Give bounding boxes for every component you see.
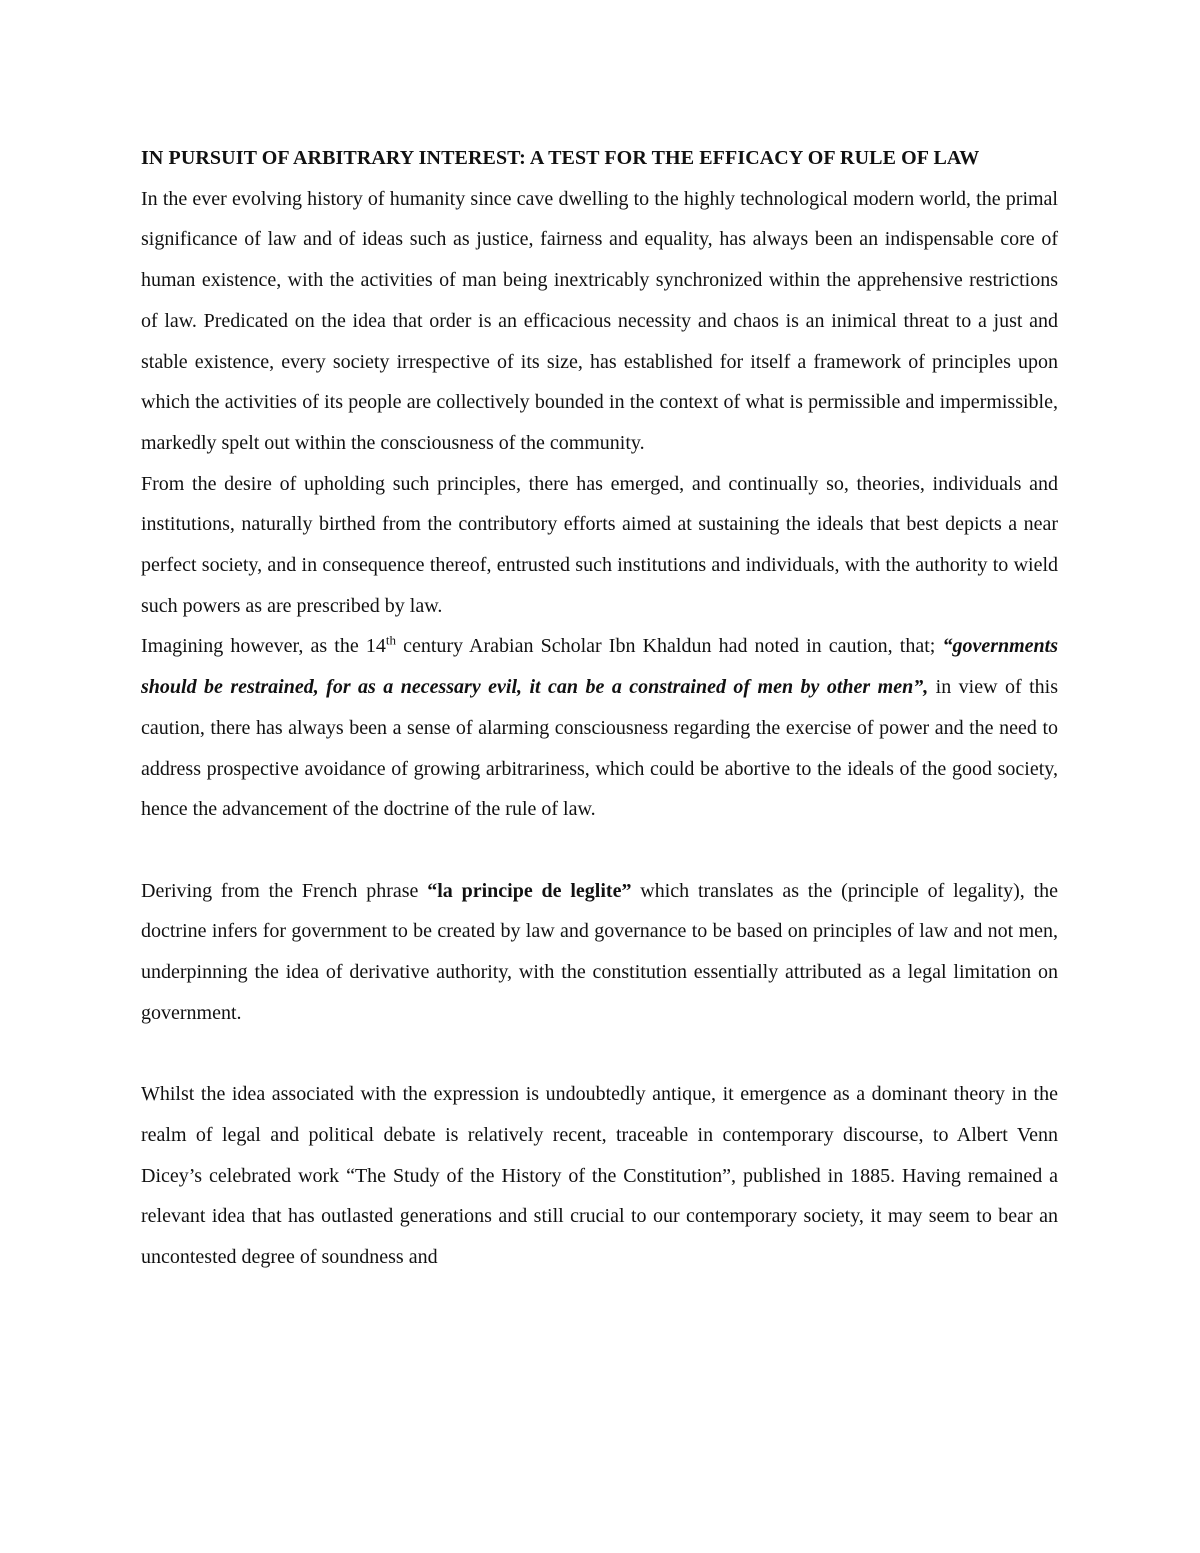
paragraph-2: From the desire of upholding such principles, there has emerged, and continually so, theories, individuals and institutions, naturally birthed from the contributory efforts aimed at sustaining the ideals that best depicts a near perfect society, and in consequence thereof, entrusted such institutions and individuals, with the authority to wield such powers as are prescribed by law. <box>141 472 1058 617</box>
paragraph-3 <box>141 626 1058 830</box>
paragraph-4-text-a: Deriving from the French phrase <box>141 879 428 902</box>
paragraph-4 <box>141 871 1058 1034</box>
paragraph-spacer <box>141 1033 1058 1074</box>
paragraph-3-text-c: in view of this caution, there has always been a sense of alarming consciousness regarding the exercise of power and the need to address prospective avoidance of growing arbitrariness, which could be abortive to the ideals of the good society, hence the advancement of the doctrine of the rule of law. <box>141 676 1058 821</box>
paragraph-3-text-b: century Arabian Scholar Ibn Khaldun had noted in caution, that; <box>395 635 943 658</box>
document-title: IN PURSUIT OF ARBITRARY INTEREST: A TEST FOR THE EFFICACY OF RULE OF LAW <box>141 147 980 169</box>
paragraph-3-text-a: Imagining however, as the 14 <box>141 635 386 658</box>
french-phrase: “la principe de leglite” <box>427 879 632 902</box>
paragraph-1: In the ever evolving history of humanity since cave dwelling to the highly technological modern world, the primal significance of law and of ideas such as justice, fairness and equality, has always been an indispensable core of human existence, with the activities of man being inextricably synchronized within the apprehensive restrictions of law. Predicated on the idea that order is an efficacious necessity and chaos is an inimical threat to a just and stable existence, every society irrespective of its size, has established for itself a framework of principles upon which the activities of its people are collectively bounded in the context of what is permissible and impermissible, markedly spelt out within the consciousness of the community. <box>141 187 1058 454</box>
paragraph-4-text-b: which translates as the (principle of legality), the doctrine infers for government to be created by law and governance to be based on principles of law and not men, underpinning the idea of derivative authority, with the constitution essentially attributed as a legal limitation on government. <box>141 879 1058 1024</box>
superscript-th: th <box>385 632 396 648</box>
paragraph-spacer <box>141 830 1058 871</box>
paragraph-5: Whilst the idea associated with the expression is undoubtedly antique, it emergence as a dominant theory in the realm of legal and political debate is relatively recent, traceable in contemporary discourse, to Albert Venn Dicey’s celebrated work “The Study of the History of the Constitution”, published in 1885. Having remained a relevant idea that has outlasted generations and still crucial to our contemporary society, it may seem to bear an uncontested degree of soundness and <box>141 1083 1058 1268</box>
ibn-khaldun-quote: “governments should be restrained, for as a necessary evil, it can be a constrained of men by other men”, <box>141 635 1058 699</box>
document-page <box>141 138 1058 1278</box>
